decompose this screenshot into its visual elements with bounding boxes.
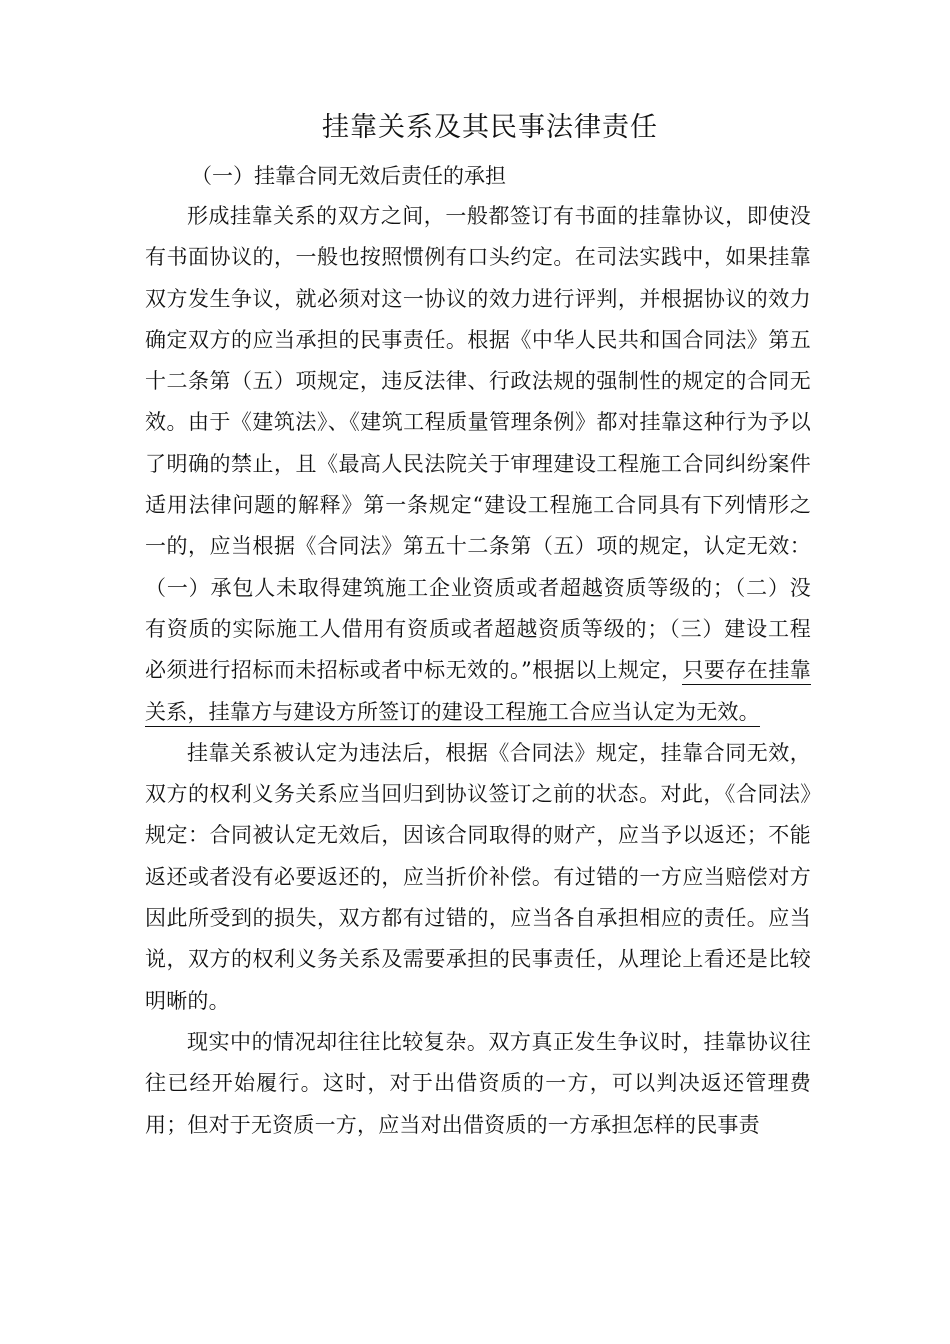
section-heading: （一）挂靠合同无效后责任的承担 (191, 164, 506, 188)
paragraph-1-lead: 形成挂靠关系的双方之间，一般都签订有书面的挂靠协议，即使没有书面协议的，一般也按照惯例有口头约定。在司法实践中，如果挂靠双方发生争议，就必须对这一协议的效力进行评判，并根据协议的效力确定双方的应当承担的民事责任。根据《中华人民共和国合同法》第五十二条第（五）项规定，违反法律、行政法规的强制性的规定的合同无效。由于《建筑法》、《建筑工程质量管理条例》都对挂靠这种行为予以了明确的禁止，且《最高人民法院关于审理建设工程施工合同纠纷案件适用法律问题的解释》第一条规定“建设工程施工合同具有下列情形之一的，应当根据《合同法》第五十二条第（五）项的规定，认定无效：（一）承包人未取得建筑施工企业资质或者超越资质等级的；（二）没有资质的实际施工人借用有资质或者超越资质等级的；（三）建设工程必须进行招标而未招标或者中标无效的。”根据以上规定， (145, 204, 811, 683)
paragraph-3: 现实中的情况却往往比较复杂。双方真正发生争议时，挂靠协议往往已经开始履行。这时，对于出借资质的一方，可以判决返还管理费用；但对于无资质一方，应当对出借资质的一方承担怎样的民事责 (145, 1029, 811, 1137)
paragraph-1 (145, 196, 811, 733)
document-title: 挂靠关系及其民事法律责任 (322, 112, 658, 143)
paragraph-1-underlined-conclusion: 只要存在挂靠关系，挂靠方与建设方所签订的建设工程施工合应当认定为无效。 (145, 658, 811, 726)
paragraph-2: 挂靠关系被认定为违法后，根据《合同法》规定，挂靠合同无效，双方的权利义务关系应当回归到协议签订之前的状态。对此，《合同法》规定：合同被认定无效后，因该合同取得的财产，应当予以返还；不能返还或者没有必要返还的，应当折价补偿。有过错的一方应当赔偿对方因此所受到的损失，双方都有过错的，应当各自承担相应的责任。应当说，双方的权利义务关系及需要承担的民事责任，从理论上看还是比较明晰的。 (145, 740, 811, 1013)
document-page (145, 100, 811, 1146)
